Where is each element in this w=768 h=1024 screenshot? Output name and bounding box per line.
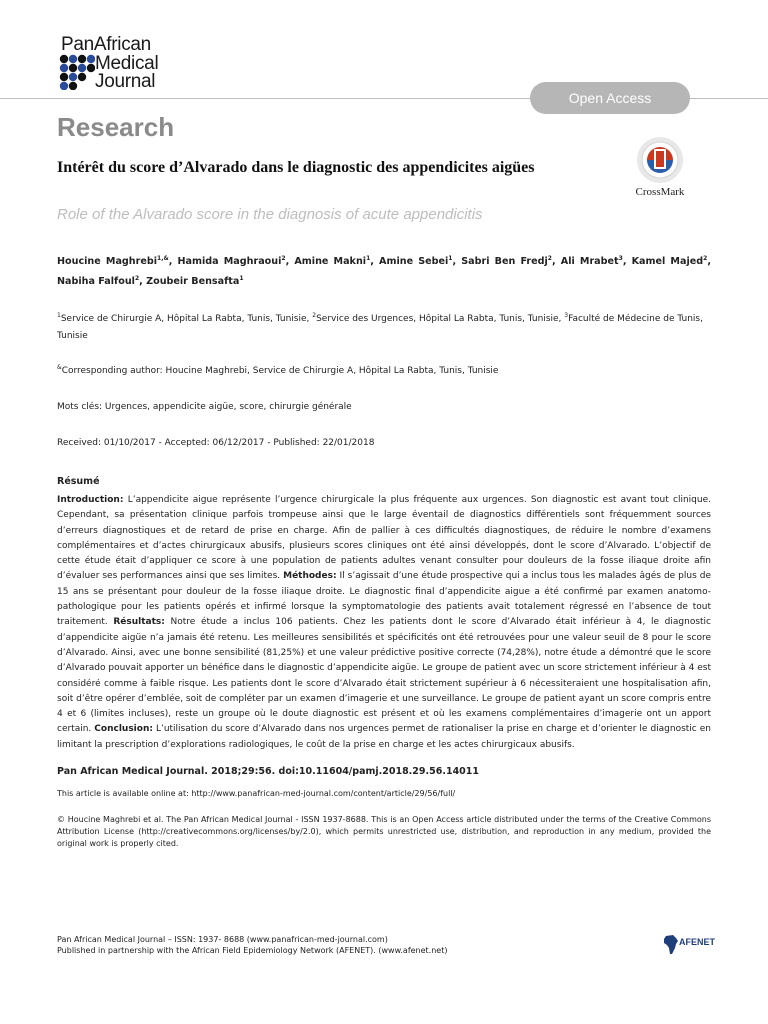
abstract-section-label: Résultats: [113, 617, 165, 628]
africa-map-icon [663, 934, 679, 956]
affiliation-marker: 3 [564, 312, 569, 319]
publication-dates: Received: 01/10/2017 - Accepted: 06/12/2017 - Published: 22/01/2018 [57, 438, 375, 448]
author-name: Nabiha Falfoul [57, 276, 135, 288]
section-heading: Research [57, 112, 175, 142]
crossmark-badge[interactable] [630, 136, 690, 202]
author-name: Houcine Maghrebi [57, 256, 158, 268]
copyright-notice: © Houcine Maghrebi et al. The Pan African Medical Journal - ISSN 1937-8688. This is an Open Access article distributed under the terms of the Creative Commons Attribution License (http://creativecommons.org/licenses/by/2.0), which permits unrestricted use, distribution, and reproduction in any medium, provided the original work is properly cited. [57, 815, 711, 848]
author-affiliation-marker: 3 [618, 255, 623, 262]
affiliation-text: Faculté de Médecine de Tunis, Tunisie [57, 314, 703, 341]
online-availability: This article is available online at: http://www.panafrican-med-journal.com/content/article/29/56/full/ [57, 789, 456, 798]
affiliation-marker: 2 [312, 312, 317, 319]
abstract-section-label: Conclusion: [94, 724, 153, 735]
author-name: Sabri Ben Fredj [461, 256, 548, 268]
journal-logo [57, 36, 197, 94]
author-affiliation-marker: 2 [547, 255, 552, 262]
article-title-english: Role of the Alvarado score in the diagnosis of acute appendicitis [57, 206, 483, 223]
abstract-section-text: Notre étude a inclus 106 patients. Chez les patients dont le score d’Alvarado était inférieur à 4, le diagnostic d’appendicite aigüe n’a jamais été retenu. Les meilleures sensibilités et spécificités ont été retrouvées pour une valeur seuil de 8 pour le score d’Alvarado. Ainsi, avec une bonne sensibilité (81,25%) et une valeur prédictive positive correcte (74,28%), notre étude a démontré que le score d’Alvarado pouvait apporter un bénéfice dans le diagnostic d’appendicite aigüe. Le groupe de patient avec un score strictement inférieur à 4 est considéré comme à faible risque. Les patients dont le score d’Alvarado était strictement supérieur à 6 nécessiteraient une hospitalisation afin, soit d’être opérer d’emblée, soit de compléter par un examen d’imagerie et une surveillance. Le groupe de patient ayant un score compris entre 4 et 6 (limites incluses), reste un groupe où le doute diagnostic est présent et où les examens complémentaires d’imagerie ont un apport certain. [57, 617, 711, 735]
open-access-badge: Open Access [530, 82, 690, 114]
corresponding-marker: & [57, 364, 62, 371]
afenet-logo [663, 934, 715, 956]
abstract-body [57, 493, 711, 753]
author-list: Houcine Maghrebi$^{1,\&}$, Hamida Maghraoui$^2$, Amine Makni$^1$, Amine Sebei$^1$, Sabri Ben Fredj$^2$, Ali Mrabet$^3$, Kamel Majed$^2$, Nabiha Falfoul$^2$, Zoubeir Bensafta$^1$ [57, 255, 711, 288]
author-name: Hamida Maghraoui [177, 256, 282, 268]
author-affiliation-marker: 1 [239, 275, 244, 283]
keywords: Mots clés: Urgences, appendicite aigüe, score, chirurgie générale [57, 402, 352, 412]
abstract-section-text: L’utilisation du score d’Alvarado dans nos urgences permet de rationaliser la prise en charge et d’orienter le diagnostic en limitant la prescription d’explorations radiologiques, le coût de la prise en charge et les actes chirurgicaux abusifs. [57, 724, 711, 750]
logo-line-1: PanAfrican [61, 34, 151, 55]
affiliations [57, 307, 711, 345]
footer-line-1: Pan African Medical Journal – ISSN: 1937- 8688 (www.panafrican-med-journal.com) [57, 935, 388, 944]
author-affiliation-marker: 2 [703, 255, 708, 262]
author-affiliation-marker: 1 [366, 255, 371, 262]
affiliation-marker: 1 [57, 312, 61, 319]
author-affiliation-marker: 2 [281, 255, 286, 262]
author-affiliation-marker: 1 [448, 255, 453, 262]
abstract-section-label: Méthodes: [283, 571, 337, 582]
author-name: Amine Sebei [379, 256, 449, 268]
citation: Pan African Medical Journal. 2018;29:56. doi:10.11604/pamj.2018.29.56.14011 [57, 766, 480, 777]
corresponding-author [57, 364, 711, 376]
article-title: Intérêt du score d’Alvarado dans le diagnostic des appendicites aigües [57, 159, 535, 176]
logo-line-2: Medical [95, 53, 159, 74]
affiliation-text: Service de Chirurgie A, Hôpital La Rabta, Tunis, Tunisie, [60, 314, 313, 324]
afenet-logo-text: AFENET [679, 937, 715, 947]
logo-line-3: Journal [95, 71, 156, 92]
abstract-section-text: L’appendicite aigue représente l’urgence chirurgicale la plus fréquente aux urgences. Son diagnostic est avant tout clinique. Cependant, sa présentation clinique parfois trompeuse ainsi que le large éventail de diagnostics différentiels sont fréquemment sources d’erreurs diagnostiques et de retard de prise en charge. Afin de pallier à ces difficultés diagnostiques, de réduire le nombre d’examens complémentaires et d’actes chirurgicaux abusifs, plusieurs scores cliniques ont été ainsi développés, dont le score d’Alvarado. L’objectif de cette étude était d’appliquer ce score à une population de patients adultes venant consulter pour douleurs de la fosse iliaque droite afin d’évaluer ses performances ainsi que ses limites. [57, 495, 711, 582]
author-name: Kamel Majed [631, 256, 704, 268]
logo-dots-icon [59, 54, 95, 90]
abstract-section-text: Il s’agissait d’une étude prospective qui a inclus tous les malades âgés de plus de 15 ans se présentant pour douleur de la fosse iliaque droite. Le diagnostic final d’appendicite aigue a été confirmé par examen anatomo-pathologique pour les patients opérés et infirmé lorsque la symptomatologie des patients avait totalement régressé en l’absence de tout traitement. [57, 571, 711, 628]
abstract-heading: Résumé [57, 476, 100, 487]
footer-line-2: Published in partnership with the African Field Epidemiology Network (AFENET). (www.afenet.net) [57, 946, 448, 955]
corresponding-text: Corresponding author: Houcine Maghrebi, Service de Chirurgie A, Hôpital La Rabta, Tunis, Tunisie [61, 366, 499, 376]
page-footer [57, 934, 447, 956]
author-name: Amine Makni [294, 256, 367, 268]
crossmark-label: CrossMark [635, 186, 685, 198]
author-affiliation-marker: 2 [134, 275, 140, 283]
author-name: Zoubeir Bensafta [146, 276, 240, 288]
author-affiliation-marker: 1,& [157, 255, 169, 262]
author-name: Ali Mrabet [560, 256, 619, 268]
crossmark-icon [630, 136, 690, 186]
affiliation-text: Service des Urgences, Hôpital La Rabta, Tunis, Tunisie, [316, 314, 565, 324]
abstract-section-label: Introduction: [57, 495, 124, 505]
